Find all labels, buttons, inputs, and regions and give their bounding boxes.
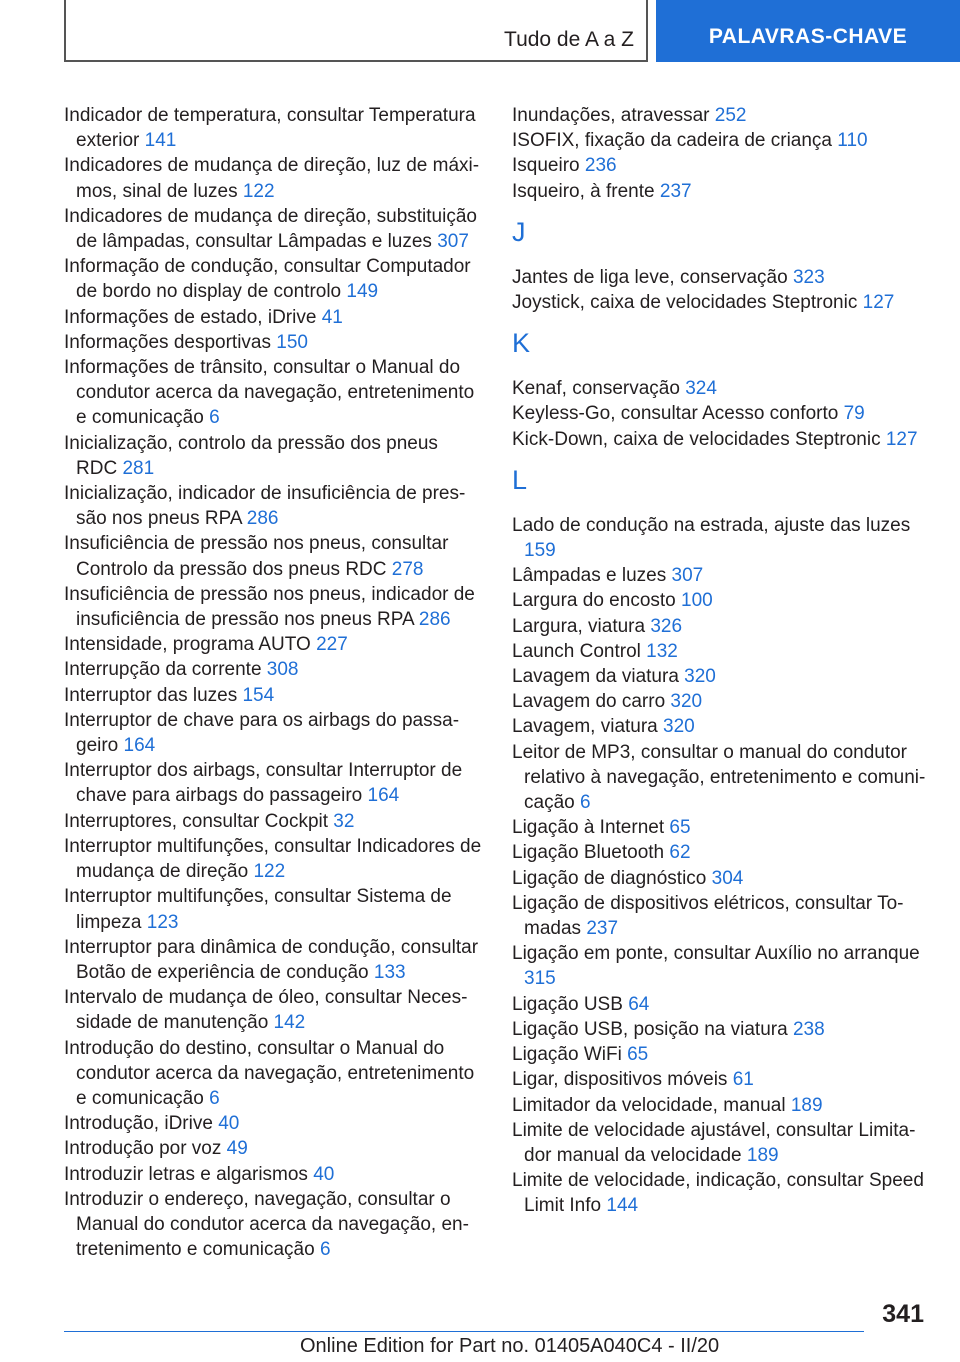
entry-page-link[interactable]: 236 <box>584 155 617 177</box>
entry-page-link[interactable]: 32 <box>333 810 355 832</box>
entry-page-link[interactable]: 320 <box>684 666 716 688</box>
entry-page-link[interactable]: 122 <box>242 180 275 202</box>
index-entry <box>512 1093 932 1118</box>
index-entry <box>512 1118 932 1168</box>
entry-page-link[interactable]: 110 <box>837 130 868 152</box>
index-entry <box>64 254 484 304</box>
index-entry <box>64 935 484 985</box>
index-entry <box>64 809 484 834</box>
entry-page-link[interactable]: 308 <box>266 659 299 681</box>
entry-text: Informações de trânsito, consultar o Manual do condutor acerca da navegação, entretenimento e comunicação <box>64 357 475 429</box>
entry-text: Indicador de temperatura, consultar Temperatura exterior <box>64 105 476 152</box>
entry-list-j <box>512 265 932 315</box>
index-entry <box>512 1042 932 1067</box>
entry-page-link[interactable]: 281 <box>122 457 155 479</box>
entry-page-link[interactable]: 320 <box>663 716 695 738</box>
entry-page-link[interactable]: 141 <box>144 130 177 152</box>
entry-page-link[interactable]: 326 <box>650 615 683 637</box>
entry-text: Insuficiência de pressão nos pneus, indicador de insuficiência de pressão nos pneus RPA <box>64 583 475 631</box>
entry-text: Interruptor das luzes <box>64 684 243 706</box>
index-entry <box>512 992 932 1017</box>
entry-page-link[interactable]: 154 <box>242 684 275 706</box>
entry-text: Ligação de diagnóstico <box>512 867 712 889</box>
index-entry <box>64 1187 484 1263</box>
index-entry <box>64 1036 484 1112</box>
entry-text: Lavagem do carro <box>512 691 671 713</box>
entry-page-link[interactable]: 227 <box>316 634 348 656</box>
entry-page-link[interactable]: 123 <box>146 911 179 933</box>
entry-page-link[interactable]: 278 <box>391 558 424 580</box>
entry-page-link[interactable]: 41 <box>321 306 343 328</box>
index-entry <box>512 103 932 128</box>
index-entry <box>64 632 484 657</box>
entry-text: Limite de velocidade ajustável, consultar Limitador manual da velocidade <box>512 1119 916 1166</box>
entry-text: Indicadores de mudança de direção, substituição de lâmpadas, consultar Lâmpadas e luzes <box>64 205 477 253</box>
entry-text: Ligação USB <box>512 993 629 1015</box>
entry-page-link[interactable]: 238 <box>792 1018 825 1040</box>
entry-page-link[interactable]: 189 <box>746 1144 779 1166</box>
entry-page-link[interactable]: 62 <box>669 842 691 864</box>
index-entry <box>512 153 932 178</box>
entry-text: Informação de condução, consultar Computador de bordo no display de controlo <box>64 256 471 303</box>
entry-page-link[interactable]: 307 <box>671 565 704 587</box>
entry-text: Lavagem, viatura <box>512 716 664 738</box>
entry-text: Interrupção da corrente <box>64 659 267 681</box>
index-entry <box>512 513 932 563</box>
index-entry <box>64 355 484 431</box>
entry-text: Lâmpadas e luzes <box>512 565 672 587</box>
entry-page-link[interactable]: 164 <box>123 735 156 757</box>
index-entry <box>512 1017 932 1042</box>
index-entry <box>64 1111 484 1136</box>
index-entry <box>512 664 932 689</box>
entry-page-link[interactable]: 61 <box>732 1069 754 1091</box>
index-entry <box>512 740 932 816</box>
entry-text: Largura do encosto <box>512 590 682 612</box>
entry-text: ISOFIX, fixação da cadeira de criança <box>512 130 838 152</box>
index-entry <box>512 815 932 840</box>
index-entry <box>64 481 484 531</box>
entry-text: Launch Control <box>512 640 647 662</box>
index-entry <box>512 614 932 639</box>
section-letter-j: J <box>512 216 526 247</box>
entry-page-link[interactable]: 286 <box>246 508 279 530</box>
index-entry <box>512 427 932 452</box>
index-entry <box>64 431 484 481</box>
entry-page-link[interactable]: 286 <box>418 609 451 631</box>
entry-text: Leitor de MP3, consultar o manual do condutor relativo à navegação, entretenimento e comunicação <box>512 741 926 814</box>
entry-text: Intensidade, programa AUTO <box>64 634 317 656</box>
entry-page-link[interactable]: 133 <box>373 961 406 983</box>
entry-text: Introdução do destino, consultar o Manual do condutor acerca da navegação, entretenimento e comunicação <box>64 1037 475 1109</box>
index-entry <box>512 128 932 153</box>
entry-text: Informações de estado, iDrive <box>64 306 322 328</box>
index-entry <box>64 103 484 153</box>
entry-list-k <box>512 376 932 452</box>
entry-page-link[interactable]: 307 <box>437 231 469 253</box>
index-entry <box>512 265 932 290</box>
entry-page-link[interactable]: 237 <box>659 180 692 202</box>
entry-page-link[interactable]: 127 <box>885 428 918 450</box>
entry-text: Ligação em ponte, consultar Auxílio no arranque <box>512 943 920 965</box>
entry-text: Interruptor para dinâmica de condução, consultar Botão de experiência de condução <box>64 936 479 983</box>
entry-text: Interruptor de chave para os airbags do passageiro <box>64 709 460 757</box>
entry-text: Isqueiro <box>512 155 585 177</box>
entry-page-link[interactable]: 237 <box>586 918 619 940</box>
page-number: 341 <box>882 1300 924 1328</box>
index-entry <box>512 563 932 588</box>
index-entry <box>64 204 484 254</box>
entry-text: Ligação Bluetooth <box>512 842 670 864</box>
entry-page-link[interactable]: 6 <box>209 1087 220 1109</box>
entry-text: Limite de velocidade, indicação, consultar Speed Limit Info <box>512 1170 924 1217</box>
index-entry <box>512 941 932 991</box>
index-entry <box>64 330 484 355</box>
entry-text: Ligar, dispositivos móveis <box>512 1069 733 1091</box>
entry-text: Interruptor dos airbags, consultar Interruptor de chave para airbags do passageiro <box>64 760 463 807</box>
entry-page-link[interactable]: 40 <box>313 1163 335 1185</box>
entry-page-link[interactable]: 6 <box>579 792 591 814</box>
entry-text: Isqueiro, à frente <box>512 180 660 202</box>
entry-page-link[interactable]: 164 <box>367 785 400 807</box>
entry-text: Introduzir o endereço, navegação, consultar o Manual do condutor acerca da navegação, entretenimento e comunicação <box>64 1188 469 1261</box>
entry-text: Limitador da velocidade, manual <box>512 1094 791 1116</box>
entry-text: Kick-Down, caixa de velocidades Steptronic <box>512 428 886 450</box>
index-entry <box>64 1162 484 1187</box>
footer-edition: Online Edition for Part no. 01405A040C4 - II/20 <box>300 1335 720 1357</box>
entry-text: Introdução, iDrive <box>64 1113 219 1135</box>
index-entry <box>512 588 932 613</box>
entry-page-link[interactable]: 315 <box>524 968 556 990</box>
entry-page-link[interactable]: 320 <box>670 691 703 713</box>
entry-text: Introdução por voz <box>64 1138 227 1160</box>
index-entry <box>64 985 484 1035</box>
entry-page-link[interactable]: 49 <box>226 1138 248 1160</box>
entry-page-link[interactable]: 304 <box>711 867 744 889</box>
entry-list-l <box>512 513 932 1219</box>
entry-page-link[interactable]: 100 <box>681 590 713 612</box>
entry-page-link[interactable]: 64 <box>628 993 650 1015</box>
entry-text: Indicadores de mudança de direção, luz de máximos, sinal de luzes <box>64 155 480 202</box>
entry-page-link[interactable]: 189 <box>790 1094 823 1116</box>
index-entry <box>512 840 932 865</box>
entry-page-link[interactable]: 122 <box>253 861 286 883</box>
entry-text: Inicialização, controlo da pressão dos pneus RDC <box>64 432 438 479</box>
index-entry <box>64 758 484 808</box>
header-tab-keywords <box>656 0 960 62</box>
entry-text: Interruptor multifunções, consultar Sistema de limpeza <box>64 886 452 933</box>
entry-page-link[interactable]: 324 <box>685 378 717 400</box>
index-entry <box>64 657 484 682</box>
entry-text: Largura, viatura <box>512 615 651 637</box>
index-entry <box>512 401 932 426</box>
entry-text: Joystick, caixa de velocidades Steptronic <box>512 292 863 314</box>
section-letter-l: L <box>512 464 528 495</box>
entry-text: Kenaf, conservação <box>512 378 686 400</box>
index-column-left <box>64 103 484 1262</box>
index-entry <box>64 582 484 632</box>
header-tab-label: PALAVRAS-CHAVE <box>708 25 908 48</box>
entry-list-i-continued <box>512 103 932 204</box>
index-entry <box>64 1136 484 1161</box>
index-entry <box>512 376 932 401</box>
entry-text: Lado de condução na estrada, ajuste das luzes <box>512 514 911 536</box>
entry-page-link[interactable]: 150 <box>276 331 308 353</box>
header-section-title: Tudo de A a Z <box>504 28 634 51</box>
section-letter-k: K <box>512 328 531 359</box>
index-entry <box>64 884 484 934</box>
entry-text: Intervalo de mudança de óleo, consultar Necessidade de manutenção <box>64 987 468 1034</box>
entry-page-link[interactable]: 40 <box>218 1113 240 1135</box>
index-entry <box>512 1168 932 1218</box>
entry-text: Keyless-Go, consultar Acesso conforto <box>512 403 844 425</box>
entry-page-link[interactable]: 6 <box>209 407 220 429</box>
index-entry <box>512 639 932 664</box>
footer-rule <box>64 1331 864 1332</box>
index-entry <box>512 714 932 739</box>
entry-page-link[interactable]: 323 <box>792 266 825 288</box>
index-entry <box>512 866 932 891</box>
entry-text: Inundações, atravessar <box>512 105 715 126</box>
index-entry <box>512 891 932 941</box>
entry-text: Introduzir letras e algarismos <box>64 1163 314 1185</box>
index-entry <box>512 689 932 714</box>
index-entry <box>64 153 484 203</box>
entry-text: Interruptor multifunções, consultar Indicadores de mudança de direção <box>64 835 482 883</box>
entry-text: Interruptores, consultar Cockpit <box>64 810 334 832</box>
entry-text: Ligação USB, posição na viatura <box>512 1018 793 1040</box>
entry-text: Ligação à Internet <box>512 817 670 839</box>
index-entry <box>64 683 484 708</box>
entry-page-link[interactable]: 142 <box>273 1012 306 1034</box>
entry-page-link[interactable]: 65 <box>669 817 691 839</box>
entry-text: Insuficiência de pressão nos pneus, consultar Controlo da pressão dos pneus RDC <box>64 533 449 580</box>
entry-list-i <box>64 103 484 1262</box>
index-entry <box>512 1067 932 1092</box>
entry-page-link[interactable]: 149 <box>346 281 379 303</box>
entry-page-link[interactable]: 6 <box>319 1239 331 1261</box>
entry-page-link[interactable]: 144 <box>606 1195 639 1217</box>
entry-page-link[interactable]: 79 <box>843 403 865 425</box>
index-column-right <box>512 103 932 1219</box>
entry-page-link[interactable]: 132 <box>646 640 678 662</box>
index-entry <box>64 305 484 330</box>
entry-page-link[interactable]: 127 <box>862 292 895 314</box>
entry-text: Lavagem da viatura <box>512 666 685 688</box>
index-entry <box>64 834 484 884</box>
index-entry <box>512 290 932 315</box>
index-entry <box>512 179 932 204</box>
entry-text: Inicialização, indicador de insuficiência de pressão nos pneus RPA <box>64 483 466 530</box>
entry-page-link[interactable]: 65 <box>627 1044 649 1066</box>
entry-text: Informações desportivas <box>64 331 277 353</box>
entry-page-link[interactable]: 252 <box>714 105 747 126</box>
entry-text: Ligação de dispositivos elétricos, consultar Tomadas <box>512 892 904 940</box>
entry-page-link[interactable]: 159 <box>524 540 556 562</box>
entry-text: Jantes de liga leve, conservação <box>512 266 793 288</box>
index-entry <box>64 708 484 758</box>
entry-text: Ligação WiFi <box>512 1044 628 1066</box>
index-entry <box>64 531 484 581</box>
